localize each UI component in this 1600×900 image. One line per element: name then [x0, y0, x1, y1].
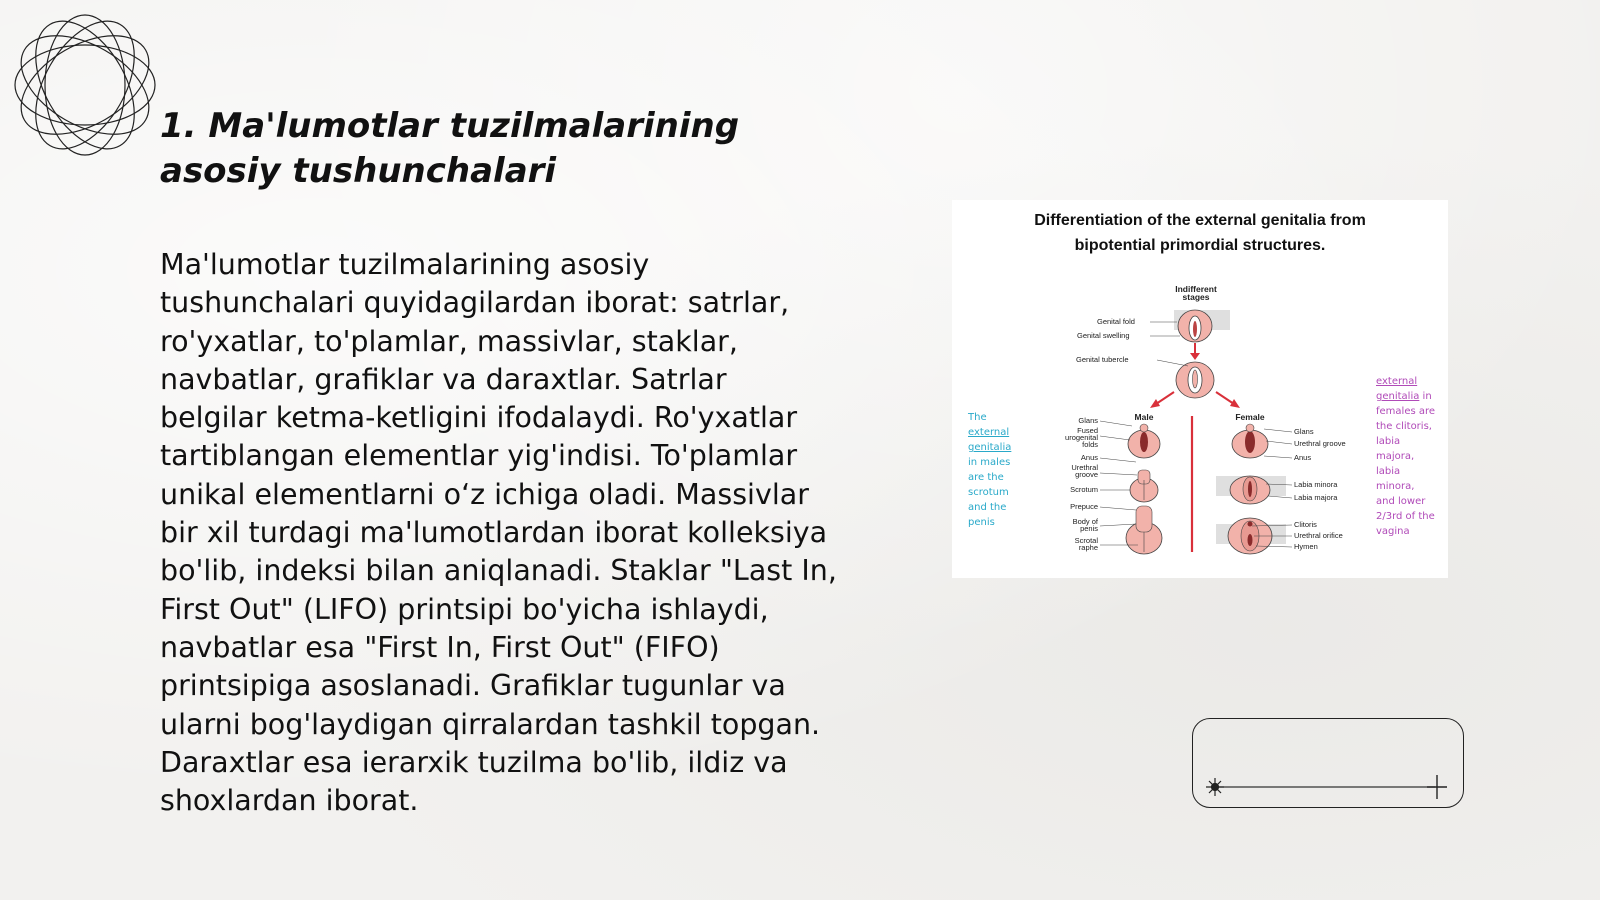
male-note-text: The external genitalia in males are the scrotum and the penis	[968, 412, 1012, 528]
stages-label: stages	[1182, 292, 1210, 302]
female-anus-label: Anus	[1294, 453, 1312, 462]
male-label: Male	[1134, 412, 1154, 422]
male-fused-label-2: urogenital	[1065, 433, 1098, 442]
female-glans-label: Glans	[1294, 427, 1314, 436]
female-stage-2	[1216, 476, 1286, 504]
female-note-text: external genitalia in females are the clitoris, labia majora, labia minora, and lower 2/3rd of the vagina	[1376, 376, 1436, 537]
geometric-logo-icon	[12, 12, 158, 158]
female-hymen-label: Hymen	[1294, 542, 1318, 551]
male-urethral-label-2: groove	[1075, 470, 1098, 479]
genital-swelling-label: Genital swelling	[1077, 331, 1130, 340]
female-urethral-groove-label: Urethral groove	[1294, 439, 1346, 448]
slider-track-graphic	[1191, 717, 1463, 807]
female-urethral-orifice-label: Urethral orifice	[1294, 531, 1343, 540]
male-prepuce-label: Prepuce	[1070, 502, 1098, 511]
slide-title: 1. Ma'lumotlar tuzilmalarining asosiy tushunchalari	[160, 106, 740, 191]
female-labia-majora-label: Labia majora	[1294, 493, 1338, 502]
figure-title-line2: bipotential primordial structures.	[1074, 237, 1326, 254]
genital-fold-label: Genital fold	[1097, 317, 1135, 326]
figure-title-line1: Differentiation of the external genitalia from	[1034, 212, 1366, 229]
male-body-label-1: Body of	[1072, 517, 1098, 526]
male-stage-3	[1126, 506, 1162, 554]
slide-body-text: Ma'lumotlar tuzilmalarining asosiy tushunchalari quyidagilardan iborat: satrlar, ro'yxatlar, to'plamlar, massivlar, staklar, navbatlar, grafiklar va daraxtlar. Satrlar belgilar ketma-ketligini ifodalaydi. Ro'yxatlar tartiblangan elementlar yig'indisi. To'plamlar unikal elementlarni o‘z ichiga oladi. Massivlar bir xil turdagi ma'lumotlardan iborat kolleksiya bo'lib, indeksi bilan aniqlanadi. Staklar "Last In, First Out" (LIFO) printsipi bo'yicha ishlaydi, navbatlar esa "First In, First Out" (FIFO) printsipiga asoslanadi. Grafiklar tugunlar va ularni bog'laydigan qirralardan tashkil topgan. Daraxtlar esa ierarxik tuzilma bo'lib, ildiz va shoxlardan iborat.	[160, 248, 837, 818]
female-label: Female	[1235, 412, 1265, 422]
male-fused-label-3: folds	[1082, 440, 1098, 449]
crosshair-icon	[1427, 775, 1447, 799]
male-raphe-label-1: Scrotal	[1074, 536, 1098, 545]
male-anus-label: Anus	[1080, 453, 1098, 462]
indifferent-stage-2	[1176, 362, 1214, 398]
male-urethral-label-1: Urethral	[1071, 463, 1098, 472]
male-scrotum-label: Scrotum	[1070, 485, 1098, 494]
male-glans-label: Glans	[1078, 416, 1098, 425]
genitalia-diagram-image	[952, 200, 1448, 578]
female-stage-1	[1232, 424, 1268, 458]
male-body-label-2: penis	[1080, 524, 1098, 533]
indifferent-label: Indifferent	[1175, 284, 1217, 294]
indifferent-stage-1	[1174, 310, 1230, 342]
male-stage-1	[1128, 424, 1160, 458]
decorative-slider-box	[1192, 718, 1464, 808]
male-fused-label-1: Fused	[1077, 426, 1098, 435]
female-clitoris-label: Clitoris	[1294, 520, 1317, 529]
genital-tubercle-label: Genital tubercle	[1076, 355, 1129, 364]
figure-title	[952, 208, 1448, 258]
female-labia-minora-label: Labia minora	[1294, 480, 1338, 489]
sun-icon	[1206, 778, 1224, 796]
male-raphe-label-2: raphe	[1078, 543, 1098, 552]
